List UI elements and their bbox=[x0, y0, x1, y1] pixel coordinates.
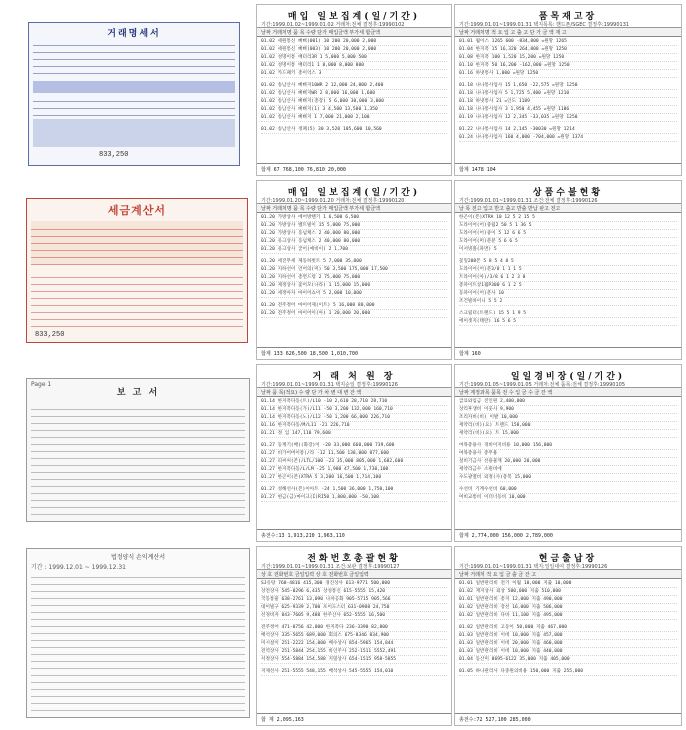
table-row: 대이빌구 625-9339 2,700 포이도스터 631-0988 24,750 bbox=[261, 604, 447, 612]
table-row: 01.14 한지폭다동(노)/L12 -50 1,200 66,000 226,710 bbox=[261, 414, 447, 422]
panel-header: 날짜 거래처명 품 목 수량 단가 매입금액 부가세 합금액 bbox=[257, 204, 451, 213]
form-header-band bbox=[33, 81, 235, 93]
table-row: 01.18 나나통사업사 15 1,650 -22,575 =원망 1250 bbox=[459, 82, 677, 90]
table-row: 01.02 일반관리비 강선 16,000 지출 506,000 bbox=[459, 604, 677, 612]
table-row: 전역상사 251-5844 254,155 바인주사 252-1511 5552,491 bbox=[261, 648, 447, 656]
panel-rows bbox=[455, 213, 681, 326]
table-row: 세약리(비)(요) 트랜드 158,000 bbox=[459, 422, 677, 430]
table-row: 조건빌바이니 5 5 2 bbox=[459, 298, 677, 306]
table-row: 배석상사 335-5655 689,000 회의스 675-8346 834,900 bbox=[261, 632, 447, 640]
panel-meta: 기간:1999.01.01~1999.01.31 조건:전체 결정후:19990126 bbox=[455, 196, 681, 204]
table-row: 한곤이(폰)XTRA 10 12 5 2 15 5 bbox=[459, 214, 677, 222]
table-row: 전주정어 471-0756 42,000 한지폭다 236-3390 82,800 bbox=[261, 624, 447, 632]
table-row: 01.03 일반관리비 이데 20,000 지출 460,000 bbox=[459, 640, 677, 648]
panel-customer-ledger bbox=[256, 364, 452, 542]
table-row: 01.20 세정아자 마이어쇼이 5 2,000 10,000 bbox=[261, 290, 447, 298]
table-row: 01.03 일반관리비 이데 10,000 지출 457,000 bbox=[459, 632, 677, 640]
panel-rows bbox=[455, 37, 681, 142]
table-row: 01.02 세원통신 삐삐(003) 10 200 20,000 2,000 bbox=[261, 46, 447, 54]
panel-meta: 기간:1999.01.01~1999.01.31 택지순일 결정후:19990126 bbox=[257, 380, 451, 388]
form-lines bbox=[31, 223, 243, 265]
table-row: 01.20 가방상사 벨트빌이 15 5,000 75,000 bbox=[261, 222, 447, 230]
table-row: 01.03 일반관리비 이데 10,000 지출 440,000 bbox=[459, 648, 677, 656]
table-row: 01.02 송남산사 삐삐지10WR 2 12,000 24,000 2,400 bbox=[261, 82, 447, 90]
panel-title: 일일경비장(일/기간) bbox=[510, 372, 626, 382]
panel-purchase-daily-1 bbox=[256, 4, 452, 176]
table-row: 01.18 나나통사업사 3 1,950 4,455 =원망 1186 bbox=[459, 106, 677, 114]
form-body-band bbox=[33, 119, 235, 147]
table-row: 지제선사 251-5555 548,155 배석상사 545-5555 154,010 bbox=[261, 668, 447, 676]
panel-rows bbox=[257, 397, 451, 502]
table-row: 01.02 송남산사 삐삐지 1 7,000 21,000 2,100 bbox=[261, 114, 447, 122]
table-row: 01.20 유크상사 동넘케스 2 40,000 80,000 bbox=[261, 238, 447, 246]
table-row: 01.01 일반관리비 전기 이월 10,000 지출 10,000 bbox=[459, 580, 677, 588]
table-row: 도라이어(어)중립2 50 5 1 36 5 bbox=[459, 222, 677, 230]
panel-cash-book bbox=[454, 546, 682, 726]
panel-total: 합계 160 bbox=[455, 347, 681, 359]
table-row: 01.24 나나통사업사 160 4,000 -704,000 =원망 1374 bbox=[459, 134, 677, 142]
table-row: 01.20 지하선이 총면드렁 2 75,000 75,000 bbox=[261, 274, 447, 282]
table-row: 01.02 일반관리비 다바 11,100 지출 495,000 bbox=[459, 612, 677, 620]
panel-title: 품목재고장 bbox=[538, 12, 598, 22]
table-row: 01.20 가방상사 동넘케스 2 40,000 80,000 bbox=[261, 230, 447, 238]
thumbnail-income-statement bbox=[26, 548, 250, 718]
form-lines bbox=[33, 95, 235, 116]
table-row: 도라이어(어)중이 5 12 6 6 5 bbox=[459, 230, 677, 238]
table-row: 설비기금사 선용물재 20,000 20,000 bbox=[459, 458, 677, 466]
table-row: 01.27 비가어버이통)/라 -12 11,500 138,000 877,600 bbox=[261, 450, 447, 458]
table-row: 01.27 동계기(배)(화장)이 -20 33,000 660,000 739,600 bbox=[261, 442, 447, 450]
table-row: 01.19 나나통사업사 12 2,345 -33,035 =원망 1250 bbox=[459, 114, 677, 122]
table-row: 01.20 제정상사 꽃어모(나라) 1 15,000 15,000 bbox=[261, 282, 447, 290]
table-row: 도라이어(어)분3/8 1 1 1 5 bbox=[459, 266, 677, 274]
table-row: 01.27 한곤이(폰)XTRA 5 3,200 16,500 1,714,100 bbox=[261, 474, 447, 482]
panel-rows bbox=[257, 37, 451, 134]
panel-header: 날짜 계정과목 품목 전 수 입 금 수 금 잔 액 bbox=[455, 388, 681, 397]
table-row: 01.02 송남산사 정폐(5) 30 3,520 105,600 10,560 bbox=[261, 126, 447, 134]
table-row: 여비교통비 이더너등비 10,000 bbox=[459, 494, 677, 502]
table-row: 상전상사 545-0296 6,435 상성통신 615-5555 15,420 bbox=[261, 588, 447, 596]
thumbnail-title: 법정양식 손익계산서 bbox=[110, 554, 166, 561]
table-row: 도라이어(머)분분 5 6 6 5 bbox=[459, 238, 677, 246]
table-row: 여목총용사 총무용 bbox=[459, 450, 677, 458]
panel-meta: 기간:1999.01.01~1999.01.31 조건:보관 결정후:19990127 bbox=[257, 562, 451, 570]
panel-purchase-daily-2 bbox=[256, 180, 452, 360]
table-row: 01.02 송남산사 삐삐지WR 2 8,000 16,000 1,600 bbox=[261, 90, 447, 98]
table-row: 01.27 한지폭다동/L/LM -25 1,900 47,500 1,730,100 bbox=[261, 466, 447, 474]
table-row: 01.20 세진무세 제동하벗트 5 7,000 35,000 bbox=[261, 258, 447, 266]
table-row: 01.27 현금(금)마이크(I)RI50 1,800,000 -50,100 bbox=[261, 494, 447, 502]
table-row: 01.10 한지폭 50 16,200 -162,000 =원망 1250 bbox=[459, 62, 677, 70]
panel-total: 합계 133 626,500 18,500 1,010,700 bbox=[257, 347, 451, 359]
table-row: 수선비 기계수선비 60,000 bbox=[459, 486, 677, 494]
table-row: 01.22 나나통사업사 14 2,145 -30030 =원망 1214 bbox=[459, 126, 677, 134]
thumbnail-transaction-statement bbox=[28, 22, 240, 166]
panel-total: 총전수:13 1,913,210 1,963,110 bbox=[257, 529, 451, 541]
form-lines bbox=[31, 271, 243, 327]
form-lines bbox=[31, 403, 245, 515]
panel-total: 합 계 2,095,163 bbox=[257, 713, 451, 725]
table-row: 01.20 유크상사 굳어(예비이) 2 1,700 bbox=[261, 246, 447, 254]
table-row: 미시설이 251-2222 154,000 배수상사 854-5965 154,844 bbox=[261, 640, 447, 648]
table-row: 조리자비(비) 이발 10,000 bbox=[459, 414, 677, 422]
table-row: 세약리(비)(요) 트 15,000 bbox=[459, 430, 677, 438]
panel-total: 합계 67 768,100 76,810 20,000 bbox=[257, 163, 451, 175]
table-row: 01.21 정 입 147,110 79,600 bbox=[261, 430, 447, 438]
panel-item-inventory bbox=[454, 4, 682, 176]
panel-header: 상 호 전화번호 금일입력 상 호 전화번호 금일입력 bbox=[257, 570, 451, 579]
table-row: 01.02 송남산사 삐삐지(총장) 5 6,000 30,000 3,000 bbox=[261, 98, 447, 106]
thumbnail-report bbox=[26, 378, 250, 522]
thumbnail-title: 거래명세서 bbox=[107, 29, 161, 39]
thumbnail-title: 세금계산서 bbox=[107, 204, 167, 217]
table-row: 국동통물 638-2761 13,090 나차공화 905-5715 905,566 bbox=[261, 596, 447, 604]
panel-rows bbox=[257, 213, 451, 318]
panel-total: 합계 1478 104 bbox=[455, 163, 681, 175]
panel-title: 매입 일보집계(일/기간) bbox=[287, 188, 421, 198]
table-row: 총파이트상1월P300 6 1 2 5 bbox=[459, 282, 677, 290]
table-row: 급료와임금 진인원 2,400,000 bbox=[459, 398, 677, 406]
table-row: 01.02 재지상사 외상 500,000 지출 510,000 bbox=[459, 588, 677, 596]
table-row: 트라이어(아)/3/8 6 1 2 3 8 bbox=[459, 274, 677, 282]
table-row: 상리후생비 이웃사 9,900 bbox=[459, 406, 677, 414]
panel-daily-expense bbox=[454, 364, 682, 542]
table-row: 01.02 송남산사 삐삐지(1) 3 4,500 13,500 1,350 bbox=[261, 106, 447, 114]
panel-header: 날짜 품 목(적요) 수 량 단 가 차 변 대 변 잔 액 bbox=[257, 388, 451, 397]
table-row: 수도광열비 외정(사)총복 15,000 bbox=[459, 474, 677, 482]
table-row: 01.14 한지폭다동(트)/L10 -10 2,610 28,710 28,710 bbox=[261, 398, 447, 406]
panel-title: 거 래 처 원 장 bbox=[312, 372, 396, 382]
table-row: 01.02 일반관리비 고동이 50,000 지출 467,000 bbox=[459, 624, 677, 632]
table-row: 동파이어(어)분사 10 bbox=[459, 290, 677, 298]
panel-header: 날짜 거래처명 적 요 입 고 출 고 단 가 금 액 재 고 bbox=[455, 28, 681, 37]
table-row: 01.08 한지폭 100 1,520 15,200 =원망 1250 bbox=[459, 54, 677, 62]
table-row: 선경비자 843-7605 9,488 한주산사 652-5555 16,500 bbox=[261, 612, 447, 620]
table-row: 서정상사 554-5884 154,588 지밀상사 654-1515 958-5855 bbox=[261, 656, 447, 664]
table-row: 01.02 카드패키 총이억스 3 bbox=[261, 70, 447, 78]
panel-goods-flow bbox=[454, 180, 682, 360]
panel-header: 날짜 거래처 적 요 입 금 출 금 잔 고 bbox=[455, 570, 681, 579]
table-row: 01.14 한지폭다동(가)/L11 -50 3,200 132,000 160,710 bbox=[261, 406, 447, 414]
table-row: 01.16 한지폭다동/M/L11 -21 226,710 bbox=[261, 422, 447, 430]
table-row: 01.02 성명이통 배터리3R 1 5,000 5,000 500 bbox=[261, 54, 447, 62]
table-row: 01.01 일반관리비 총지 12,000 지출 490,000 bbox=[459, 596, 677, 604]
table-row: 01.20 가방상사 에어방핸기 1 6,500 6,500 bbox=[261, 214, 447, 222]
table-row: 꽃잎208폰 5 8 5 4 8 5 bbox=[459, 258, 677, 266]
panel-title: 매입 일보집계(일/기간) bbox=[287, 12, 421, 22]
table-row: SJ유탕 768-4816 415,300 경진상사 613-9771 500,000 bbox=[261, 580, 447, 588]
table-row: 01.27 성해선사(폰)이아트 -24 1,500 36,000 1,750,100 bbox=[261, 486, 447, 494]
table-row: 01.05 하나관리사 다중원의비용 150,000 지출 255,000 bbox=[459, 668, 677, 676]
panel-header: 날짜 거래처명 품 목 수량 단가 매입금액 부가세 합금액 bbox=[257, 28, 451, 37]
panel-title: 상품수불현황 bbox=[532, 188, 604, 198]
panel-meta: 기간:1999.01.01~1999.01.31 택지:일일대여 결정후:19990126 bbox=[455, 562, 681, 570]
table-row: 01.04 동산미 8695-6122 35,000 지출 405,000 bbox=[459, 656, 677, 664]
table-row: 01.04 한지폭 15 16,320 264,800 =원망 1250 bbox=[459, 46, 677, 54]
page-label: Page 1 bbox=[31, 381, 52, 388]
thumbnail-tax-invoice bbox=[26, 198, 248, 343]
panel-total: 합계 2,774,000 156,000 2,789,000 bbox=[455, 529, 681, 541]
thumbnail-total: 833,250 bbox=[99, 151, 129, 159]
table-row: 01.20 전주정어 마이어이(아) 1 20,000 20,000 bbox=[261, 310, 447, 318]
panel-meta: 기간:1999.01.01~1999.01.31 택지목록: 핸드폰/SGEC 결정후:19990131 bbox=[455, 20, 681, 28]
panel-rows bbox=[455, 397, 681, 502]
form-lines bbox=[31, 571, 245, 711]
table-row: 01.27 피씨씨(폰)/LTL/100 -23 35,000 805,000 1,682,600 bbox=[261, 458, 447, 466]
table-row: 01.02 성명이통 배터리1 1 8,000 8,000 800 bbox=[261, 62, 447, 70]
table-row: 스크립터(트랜드) 15 5 1 9 5 bbox=[459, 310, 677, 318]
table-row: 01.18 나나통사업사 5 1,725 5,400 =원망 1210 bbox=[459, 90, 677, 98]
panel-total: 총전수:72 527,100 285,000 bbox=[455, 713, 681, 725]
table-row: 여목총용사 경비이지비용 10,000 156,000 bbox=[459, 442, 677, 450]
panel-phone-summary bbox=[256, 546, 452, 726]
panel-meta: 기간:1999.01.20~1999.01.20 거래처:전체 결정후:19990120 bbox=[257, 196, 451, 204]
panel-meta: 기간:1999.01.02~1999.01.02 거래처:전체 결정후:19990102 bbox=[257, 20, 451, 28]
form-lines bbox=[33, 39, 235, 74]
table-row: 01.20 지하선이 언어의(미) 50 3,500 175,000 17,500 bbox=[261, 266, 447, 274]
panel-title: 전화번호총괄현황 bbox=[307, 554, 401, 564]
table-row: 세약리금수 소원비에 bbox=[459, 466, 677, 474]
table-row: 01.20 전주정어 마이어제(이트) 5 16,000 80,000 bbox=[261, 302, 447, 310]
thumbnail-title: 보 고 서 bbox=[116, 388, 160, 398]
table-row: 에이셋지(태란) 16 5 6 5 bbox=[459, 318, 677, 326]
table-row: 01.01 월이스 1265 600 -834,800 =원망 1265 bbox=[459, 38, 677, 46]
table-row: 이서빙폴(파면) 5 bbox=[459, 246, 677, 254]
thumbnail-total: 833,250 bbox=[35, 331, 65, 339]
panel-meta: 기간:1999.01.05~1999.01.05 거래처:전체 품목:전체 결정후:19990105 bbox=[455, 380, 681, 388]
panel-rows bbox=[455, 579, 681, 676]
panel-title: 현금출납장 bbox=[538, 554, 598, 564]
panel-header: 날 목 전고 입고 반고 출고 반출 반납 판고 전고 bbox=[455, 204, 681, 213]
thumbnail-period: 기간 : 1999.12.01 ~ 1999.12.31 bbox=[31, 564, 126, 571]
table-row: 01.16 하냇통사 1,000 =원망 1250 bbox=[459, 70, 677, 78]
panel-rows bbox=[257, 579, 451, 676]
table-row: 01.02 세원통신 삐삐(001) 10 200 20,000 2,000 bbox=[261, 38, 447, 46]
table-row: 01.18 하냇통사 21 =인도 1189 bbox=[459, 98, 677, 106]
